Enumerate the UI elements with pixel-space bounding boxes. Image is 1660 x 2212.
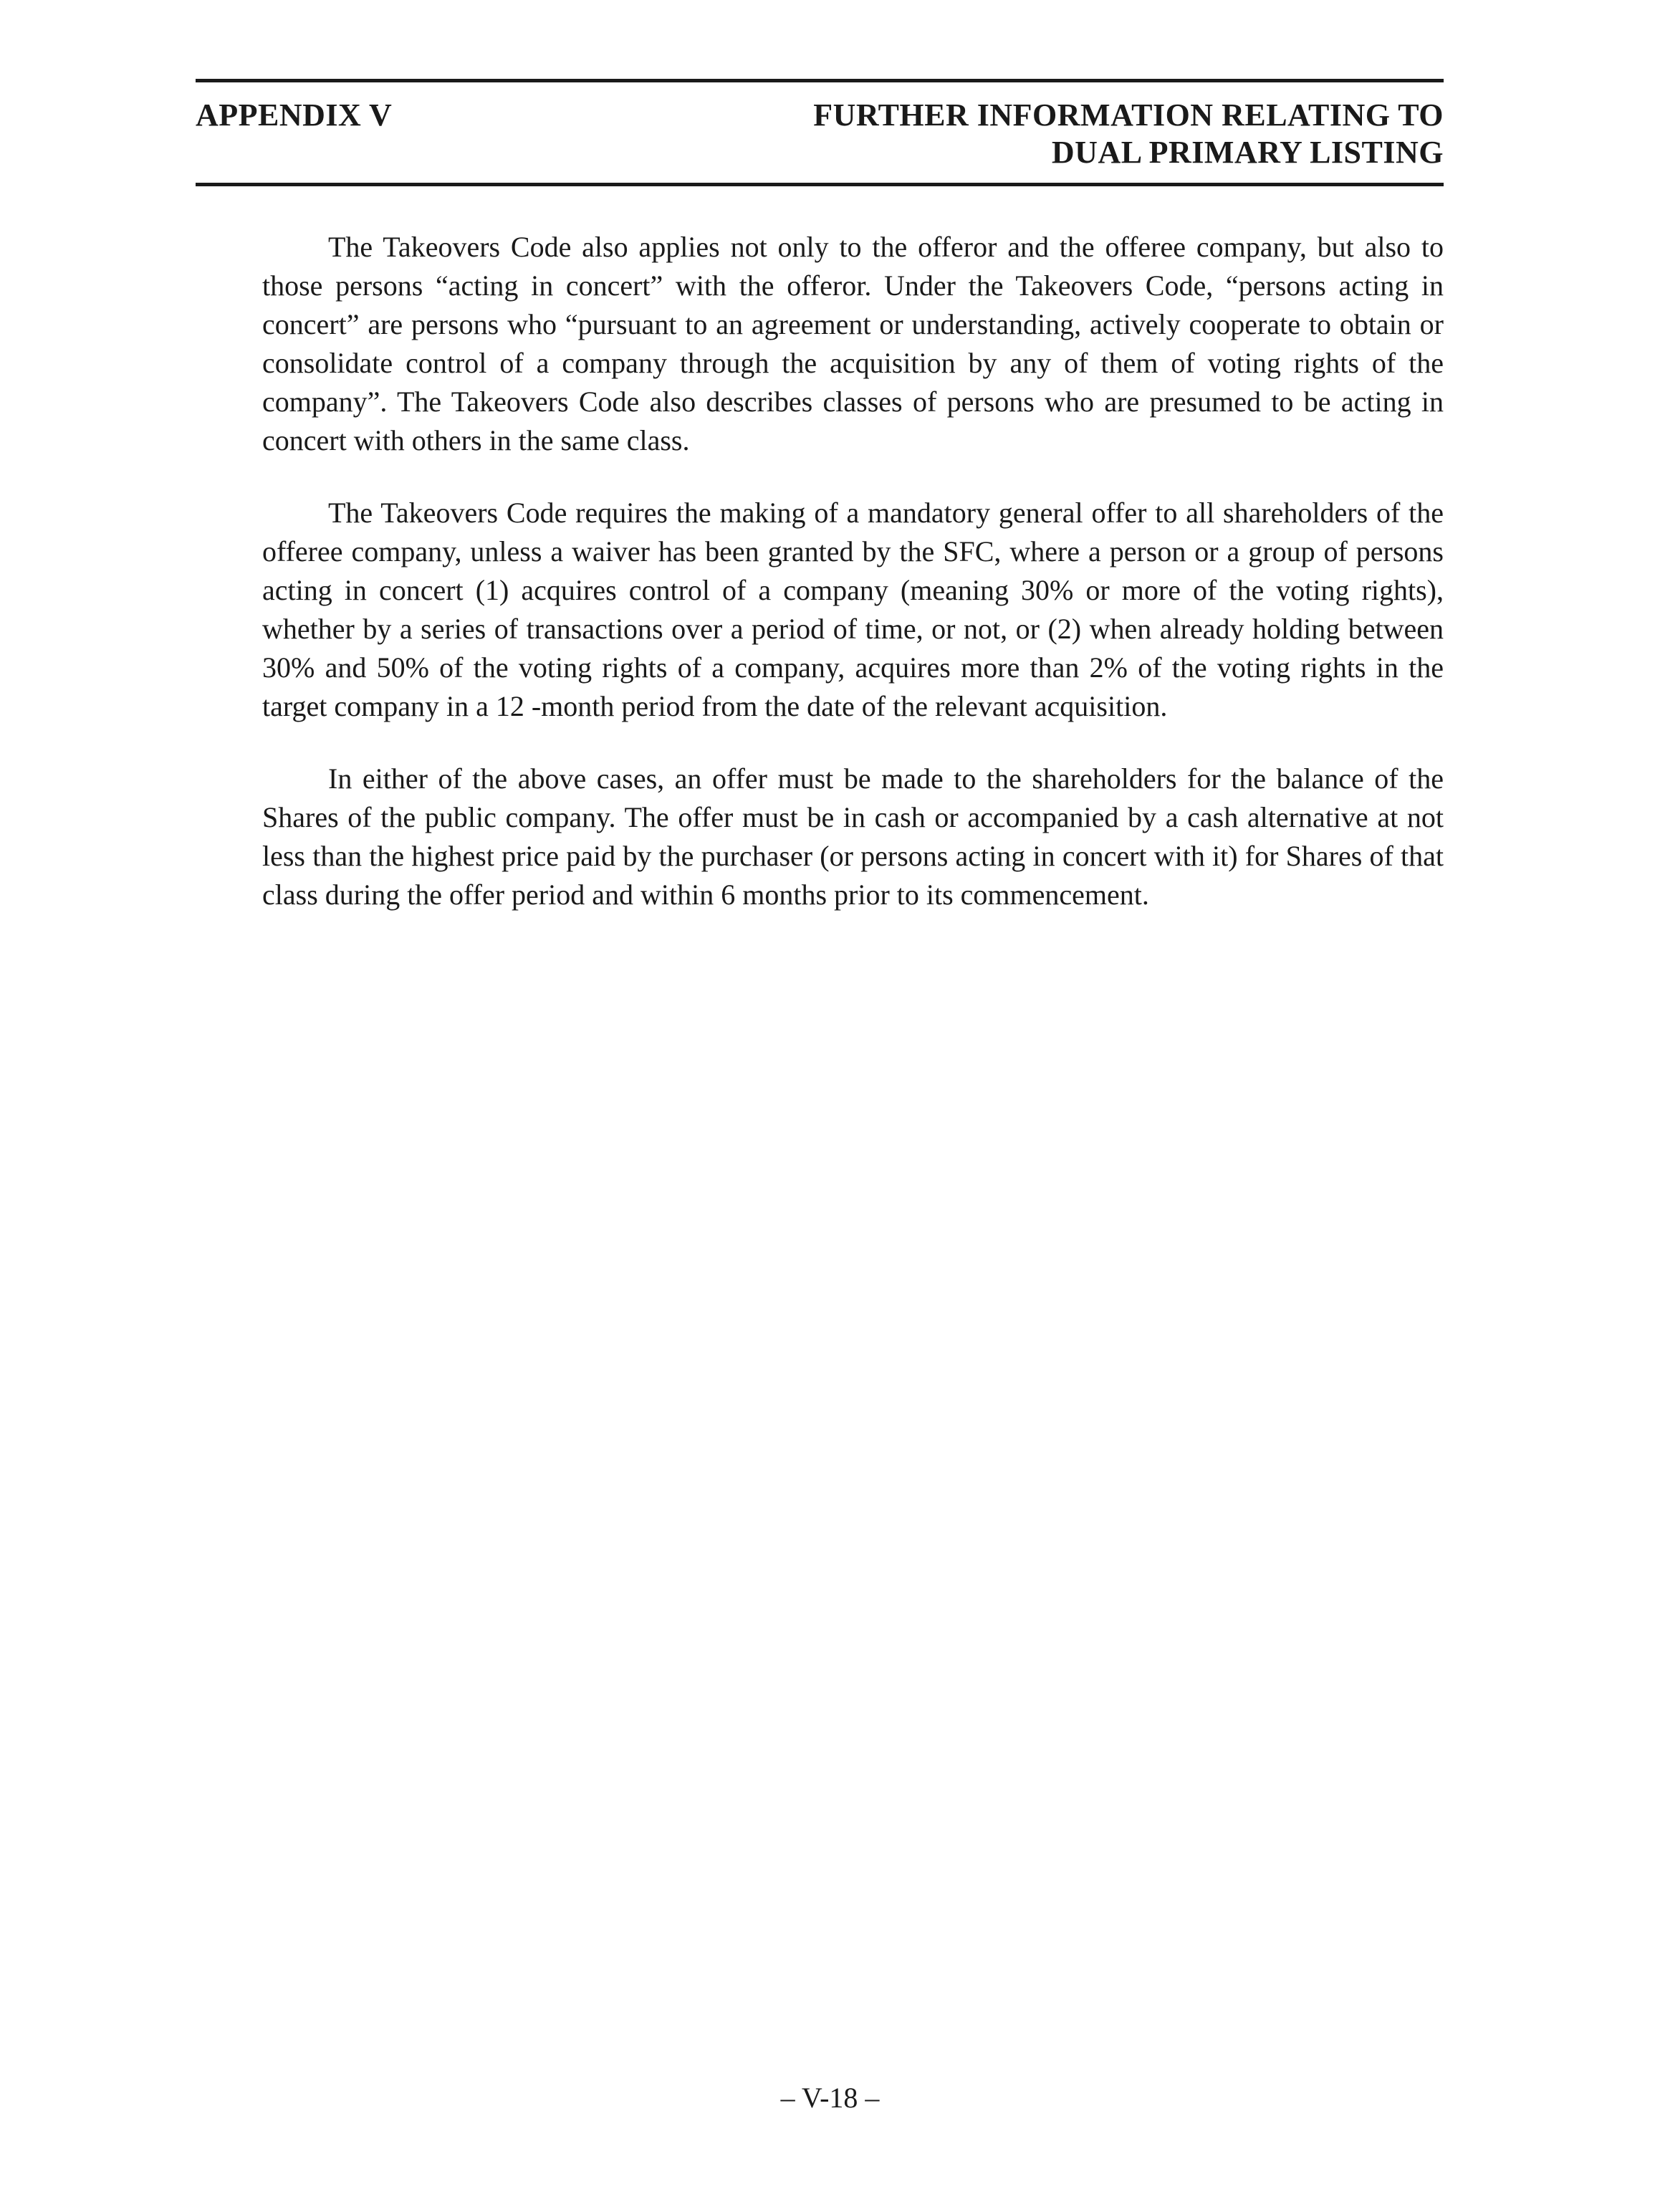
appendix-title-line-1: FURTHER INFORMATION RELATING TO bbox=[813, 97, 1444, 133]
header-row bbox=[196, 82, 1444, 183]
page-number: – V-18 – bbox=[780, 2082, 880, 2114]
document-body bbox=[262, 228, 1444, 948]
paragraph-mandatory-offer: The Takeovers Code requires the making of a mandatory general offer to all shareholders of the offeree company, unless a waiver has been granted by the SFC, where a person or a group of persons acting in concert (1) acquires control of a company (meaning 30% or more of the voting rights), whether by a series of transactions over a period of time, or not, or (2) when already holding between 30% and 50% of the voting rights of a company, acquires more than 2% of the voting rights in the target company in a 12 -month period from the date of the relevant acquisition. bbox=[262, 497, 1444, 722]
page-header bbox=[196, 79, 1444, 186]
appendix-label: APPENDIX V bbox=[196, 97, 393, 133]
header-bottom-rule bbox=[196, 183, 1444, 186]
appendix-title-line-2: DUAL PRIMARY LISTING bbox=[1051, 135, 1444, 170]
paragraph-acting-in-concert: The Takeovers Code also applies not only to the offeror and the offeree company, but also to those persons “acting in concert” with the offeror. Under the Takeovers Code, “persons acting in concert” are persons who “pursuant to an agreement or understanding, actively cooperate to obtain or consolidate control of a company through the acquisition by any of them of voting rights of the company”. The Takeovers Code also describes classes of persons who are presumed to be acting in concert with others in the same class. bbox=[262, 231, 1444, 456]
appendix-title bbox=[813, 97, 1444, 171]
paragraph-offer-terms: In either of the above cases, an offer must be made to the shareholders for the balance of the Shares of the public company. The offer must be in cash or accompanied by a cash alternative at not less than the highest price paid by the purchaser (or persons acting in concert with it) for Shares of that class during the offer period and within 6 months prior to its commencement. bbox=[262, 762, 1444, 911]
